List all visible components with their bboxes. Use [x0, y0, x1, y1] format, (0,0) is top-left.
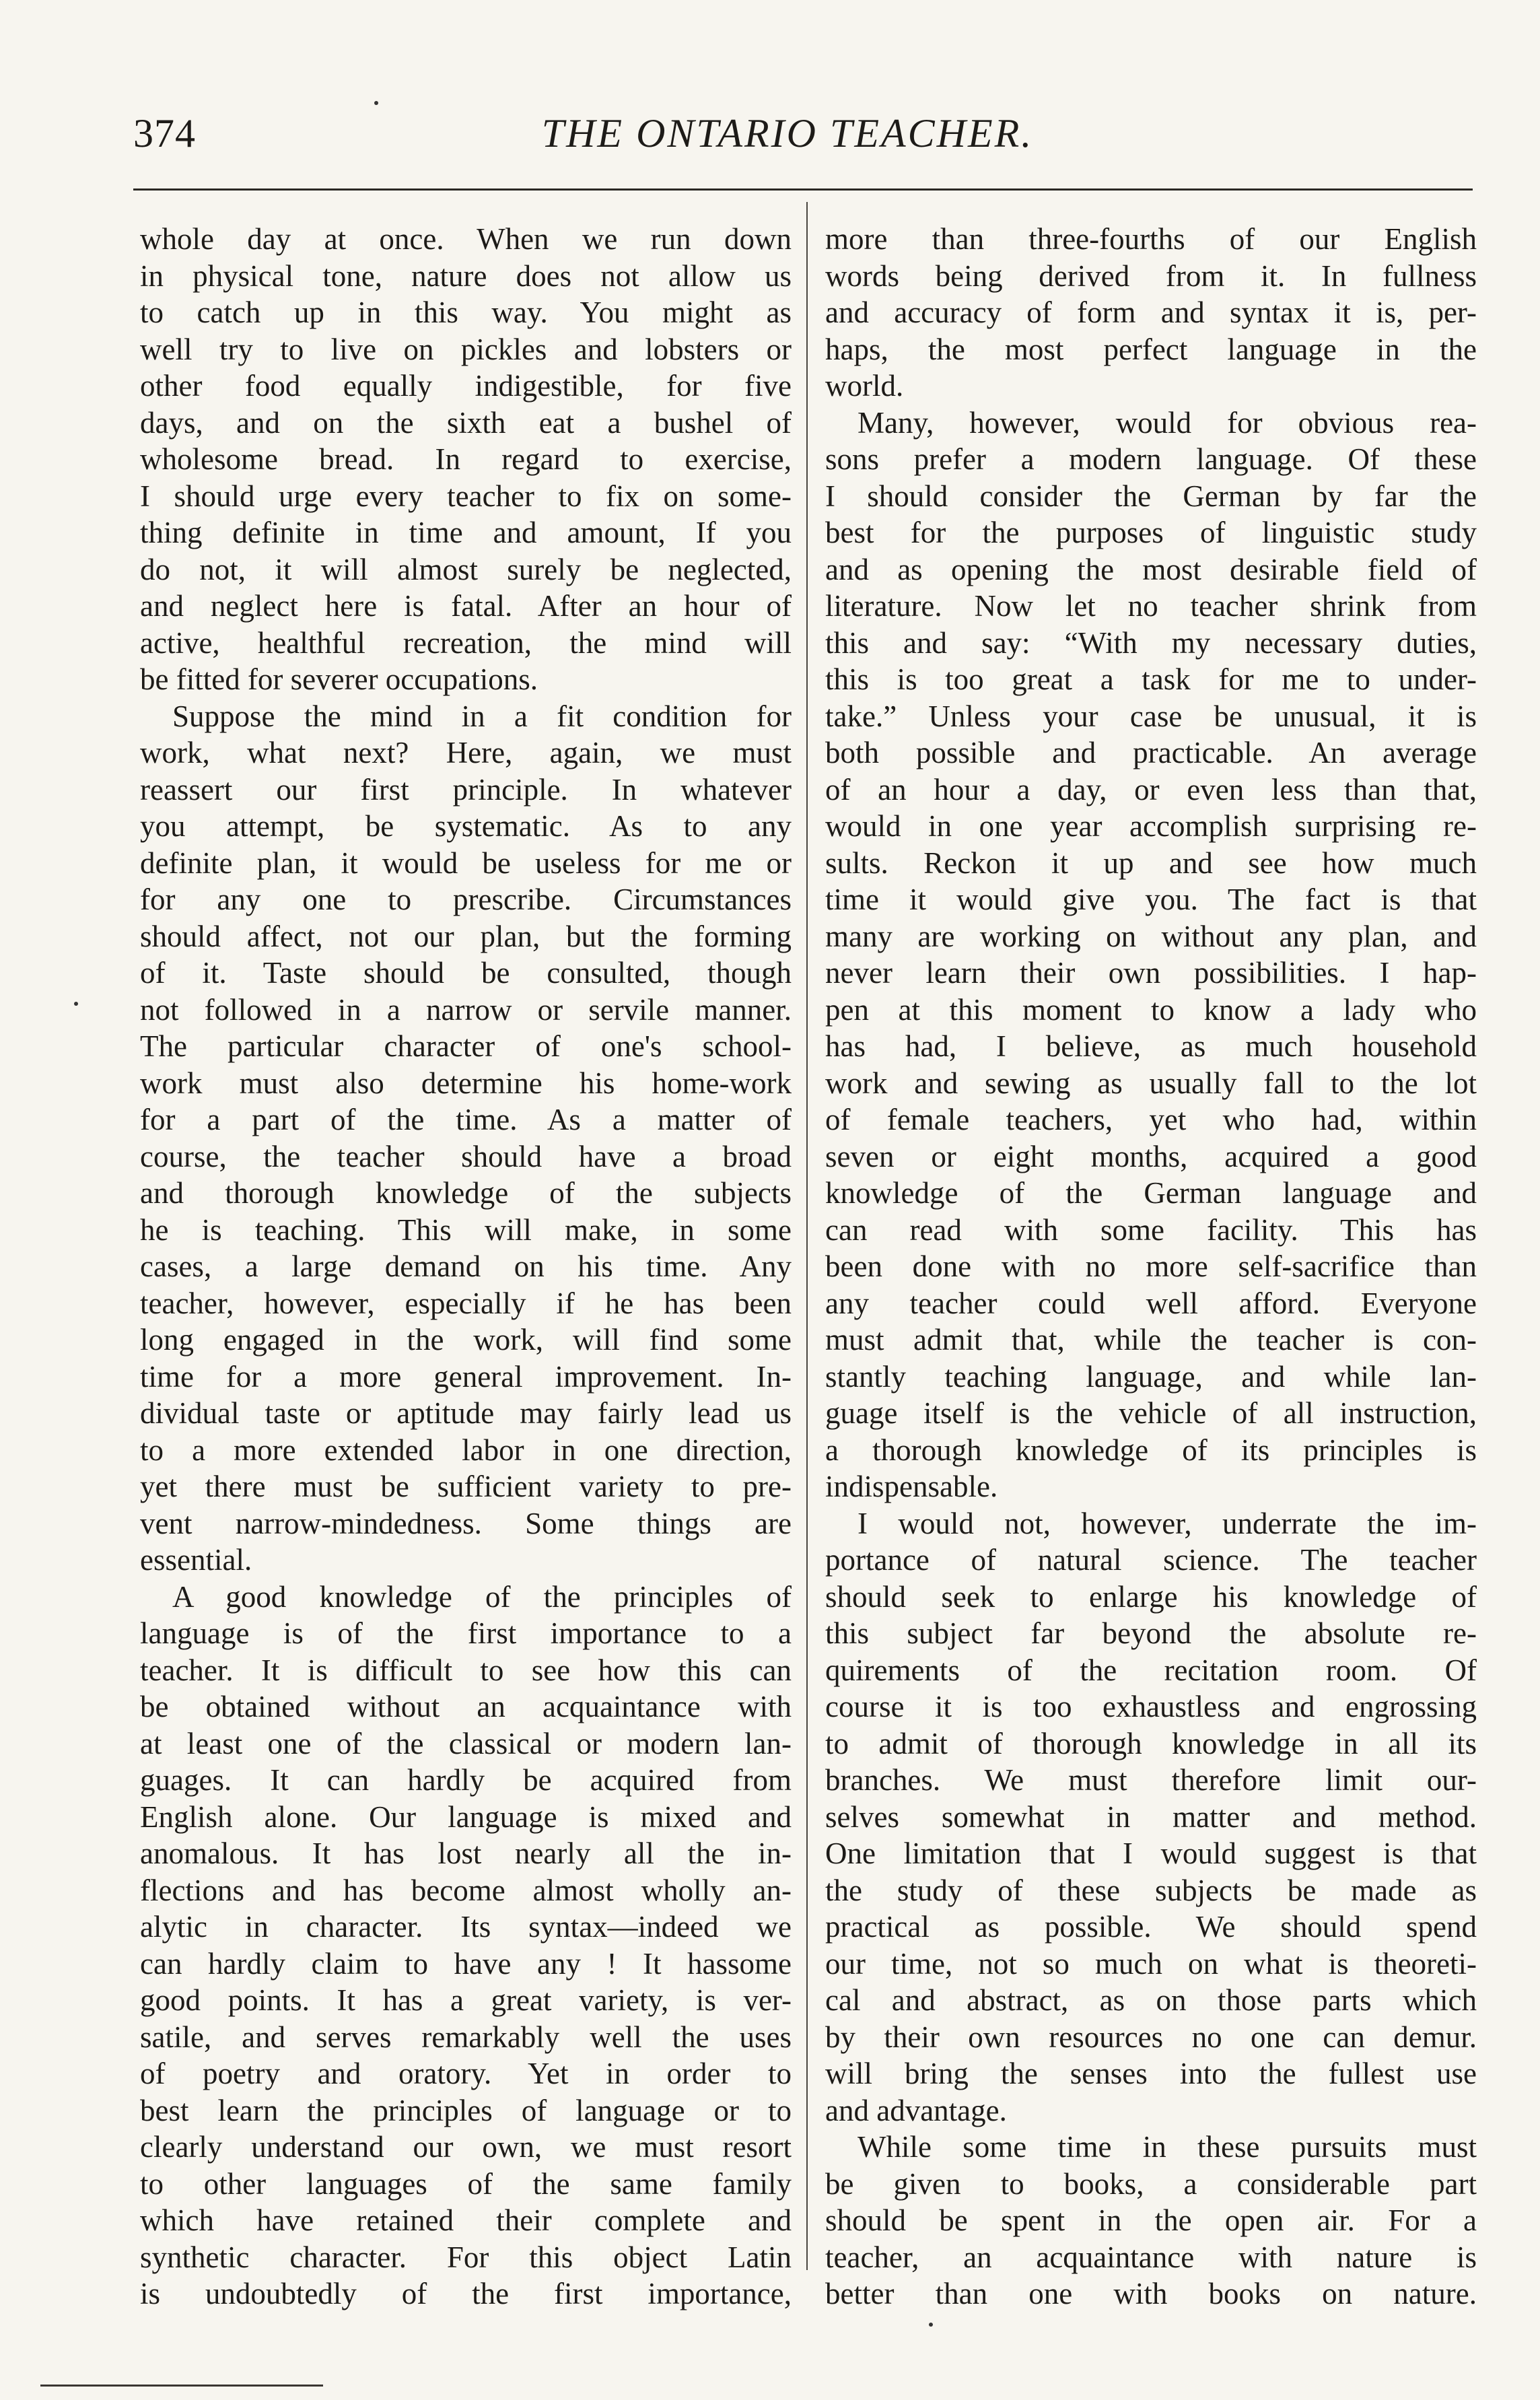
- text-line: of female teachers, yet who had, within: [825, 1103, 1477, 1136]
- text-line: days, and on the sixth eat a bushel of: [140, 405, 792, 440]
- text-line: cal and abstract, as on those parts which: [825, 1983, 1477, 2017]
- text-line: should seek to enlarge his knowledge of: [825, 1579, 1477, 1614]
- text-line: many are working on without any plan, and: [825, 919, 1477, 953]
- text-line: should affect, not our plan, but the forming: [140, 919, 792, 953]
- text-line: best for the purposes of linguistic study: [825, 516, 1477, 549]
- text-line: to other languages of the same family: [140, 2166, 792, 2201]
- text-line: for any one to prescribe. Circumstances: [140, 883, 792, 916]
- text-line: reassert our first principle. In whatever: [140, 772, 792, 807]
- text-line: thing definite in time and amount, If you: [140, 516, 792, 549]
- page-number: 374: [133, 111, 196, 156]
- text-line: work, what next? Here, again, we must: [140, 736, 792, 769]
- text-line: I would not, however, underrate the im-: [858, 1506, 1477, 1540]
- text-line: in physical tone, nature does not allow us: [140, 259, 792, 293]
- text-line: practical as possible. We should spend: [825, 1910, 1477, 1944]
- text-line: be fitted for severer occupations.: [140, 662, 538, 696]
- text-line: whole day at once. When we run down: [140, 222, 792, 256]
- text-line: I should urge every teacher to fix on some-: [140, 479, 792, 513]
- text-line: this subject far beyond the absolute re-: [825, 1616, 1477, 1650]
- text-line: and accuracy of form and syntax it is, per-: [825, 296, 1477, 329]
- text-line: yet there must be sufficient variety to pre-: [140, 1470, 792, 1503]
- text-line: English alone. Our language is mixed and: [140, 1799, 792, 1834]
- text-line: should be spent in the open air. For a: [825, 2203, 1477, 2237]
- text-line: The particular character of one's school-: [140, 1029, 792, 1063]
- text-line: of poetry and oratory. Yet in order to: [140, 2057, 792, 2090]
- text-line: vent narrow-mindedness. Some things are: [140, 1506, 792, 1540]
- text-line: of it. Taste should be consulted, though: [140, 956, 792, 990]
- text-line: teacher, however, especially if he has been: [140, 1286, 792, 1320]
- text-line: guages. It can hardly be acquired from: [140, 1763, 792, 1797]
- text-line: this and say: “With my necessary duties,: [825, 625, 1477, 660]
- text-line: other food equally indigestible, for five: [140, 369, 792, 403]
- text-line: dividual taste or aptitude may fairly lead us: [140, 1396, 792, 1430]
- text-line: best learn the principles of language or to: [140, 2093, 792, 2127]
- text-line: alytic in character. Its syntax—indeed we: [140, 1910, 792, 1944]
- text-line: would in one year accomplish surprising re-: [825, 809, 1477, 843]
- text-line: a thorough knowledge of its principles is: [825, 1433, 1477, 1467]
- text-line: synthetic character. For this object Latin: [140, 2240, 792, 2274]
- text-line: to admit of thorough knowledge in all its: [825, 1726, 1477, 1760]
- text-line: more than three-fourths of our English: [825, 222, 1477, 256]
- text-line: wholesome bread. In regard to exercise,: [140, 442, 792, 476]
- text-line: you attempt, be systematic. As to any: [140, 809, 792, 843]
- text-line: our time, not so much on what is theoreti-: [825, 1946, 1477, 1981]
- text-line: Many, however, would for obvious rea-: [858, 405, 1477, 440]
- text-line: never learn their own possibilities. I hap-: [825, 956, 1477, 990]
- text-line: selves somewhat in matter and method.: [825, 1799, 1477, 1834]
- text-line: knowledge of the German language and: [825, 1176, 1477, 1210]
- text-line: While some time in these pursuits must: [858, 2130, 1477, 2164]
- text-line: definite plan, it would be useless for me or: [140, 846, 792, 880]
- text-line: good points. It has a great variety, is ver-: [140, 1983, 792, 2017]
- print-speck: [374, 101, 378, 105]
- text-line: will bring the senses into the fullest use: [825, 2057, 1477, 2090]
- text-line: be obtained without an acquaintance with: [140, 1690, 792, 1723]
- text-line: teacher, an acquaintance with nature is: [825, 2240, 1477, 2274]
- text-line: and neglect here is fatal. After an hour of: [140, 589, 792, 623]
- text-line: course it is too exhaustless and engrossing: [825, 1690, 1477, 1723]
- text-line: anomalous. It has lost nearly all the in-: [140, 1837, 792, 1870]
- text-line: stantly teaching language, and while lan-: [825, 1359, 1477, 1394]
- text-line: can hardly claim to have any ! It hassome: [140, 1946, 792, 1981]
- text-line: essential.: [140, 1543, 252, 1577]
- text-line: must admit that, while the teacher is con-: [825, 1323, 1477, 1357]
- text-line: satile, and serves remarkably well the uses: [140, 2020, 792, 2054]
- text-line: and thorough knowledge of the subjects: [140, 1176, 792, 1210]
- right-column: [825, 221, 1477, 2310]
- text-line: he is teaching. This will make, in some: [140, 1212, 792, 1247]
- text-line: I should consider the German by far the: [825, 479, 1477, 513]
- text-line: has had, I believe, as much household: [825, 1029, 1477, 1063]
- text-line: active, healthful recreation, the mind will: [140, 625, 792, 660]
- text-line: teacher. It is difficult to see how this can: [140, 1653, 792, 1687]
- text-line: be given to books, a considerable part: [825, 2166, 1477, 2201]
- text-line: this is too great a task for me to under-: [825, 662, 1477, 696]
- text-line: by their own resources no one can demur.: [825, 2020, 1477, 2054]
- text-line: indispensable.: [825, 1470, 998, 1503]
- text-line: work must also determine his home-work: [140, 1066, 792, 1100]
- text-line: better than one with books on nature.: [825, 2277, 1477, 2310]
- text-line: which have retained their complete and: [140, 2203, 792, 2237]
- text-line: to catch up in this way. You might as: [140, 296, 792, 329]
- text-line: to a more extended labor in one direction,: [140, 1433, 792, 1467]
- text-line: both possible and practicable. An average: [825, 736, 1477, 769]
- text-line: guage itself is the vehicle of all instruction,: [825, 1396, 1477, 1430]
- text-line: sons prefer a modern language. Of these: [825, 442, 1477, 476]
- text-line: quirements of the recitation room. Of: [825, 1653, 1477, 1687]
- text-line: cases, a large demand on his time. Any: [140, 1249, 792, 1283]
- text-line: flections and has become almost wholly an-: [140, 1873, 792, 1907]
- text-line: well try to live on pickles and lobsters or: [140, 332, 792, 366]
- text-line: clearly understand our own, we must resort: [140, 2130, 792, 2164]
- text-line: can read with some facility. This has: [825, 1212, 1477, 1247]
- text-line: and as opening the most desirable field of: [825, 552, 1477, 586]
- print-speck: [929, 2323, 933, 2327]
- text-line: seven or eight months, acquired a good: [825, 1139, 1477, 1173]
- text-line: and advantage.: [825, 2093, 1007, 2127]
- text-line: branches. We must therefore limit our-: [825, 1763, 1477, 1797]
- page-edge-mark: [40, 2385, 323, 2387]
- text-line: time for a more general improvement. In-: [140, 1359, 792, 1394]
- running-head: THE ONTARIO TEACHER.: [541, 111, 1034, 156]
- text-line: literature. Now let no teacher shrink from: [825, 589, 1477, 623]
- text-line: any teacher could well afford. Everyone: [825, 1286, 1477, 1320]
- text-line: not followed in a narrow or servile manner.: [140, 992, 792, 1027]
- text-line: One limitation that I would suggest is that: [825, 1837, 1477, 1870]
- text-line: world.: [825, 369, 904, 403]
- left-column: [140, 221, 792, 2310]
- header-rule: [133, 188, 1473, 191]
- print-speck: [74, 1002, 78, 1006]
- text-line: at least one of the classical or modern lan-: [140, 1726, 792, 1760]
- text-line: portance of natural science. The teacher: [825, 1543, 1477, 1577]
- text-line: course, the teacher should have a broad: [140, 1139, 792, 1173]
- text-line: of an hour a day, or even less than that,: [825, 772, 1477, 807]
- text-line: take.” Unless your case be unusual, it is: [825, 699, 1477, 733]
- text-line: the study of these subjects be made as: [825, 1873, 1477, 1907]
- text-line: do not, it will almost surely be neglected,: [140, 552, 792, 586]
- text-line: work and sewing as usually fall to the lot: [825, 1066, 1477, 1100]
- text-line: pen at this moment to know a lady who: [825, 992, 1477, 1027]
- text-line: words being derived from it. In fullness: [825, 259, 1477, 293]
- text-line: for a part of the time. As a matter of: [140, 1103, 792, 1136]
- text-line: Suppose the mind in a fit condition for: [172, 699, 792, 733]
- text-line: long engaged in the work, will find some: [140, 1323, 792, 1357]
- column-divider: [806, 202, 808, 2270]
- text-line: is undoubtedly of the first importance,: [140, 2277, 792, 2310]
- text-line: time it would give you. The fact is that: [825, 883, 1477, 916]
- text-line: language is of the first importance to a: [140, 1616, 792, 1650]
- text-line: been done with no more self-sacrifice than: [825, 1249, 1477, 1283]
- text-line: haps, the most perfect language in the: [825, 332, 1477, 366]
- text-line: sults. Reckon it up and see how much: [825, 846, 1477, 880]
- text-line: A good knowledge of the principles of: [172, 1579, 792, 1614]
